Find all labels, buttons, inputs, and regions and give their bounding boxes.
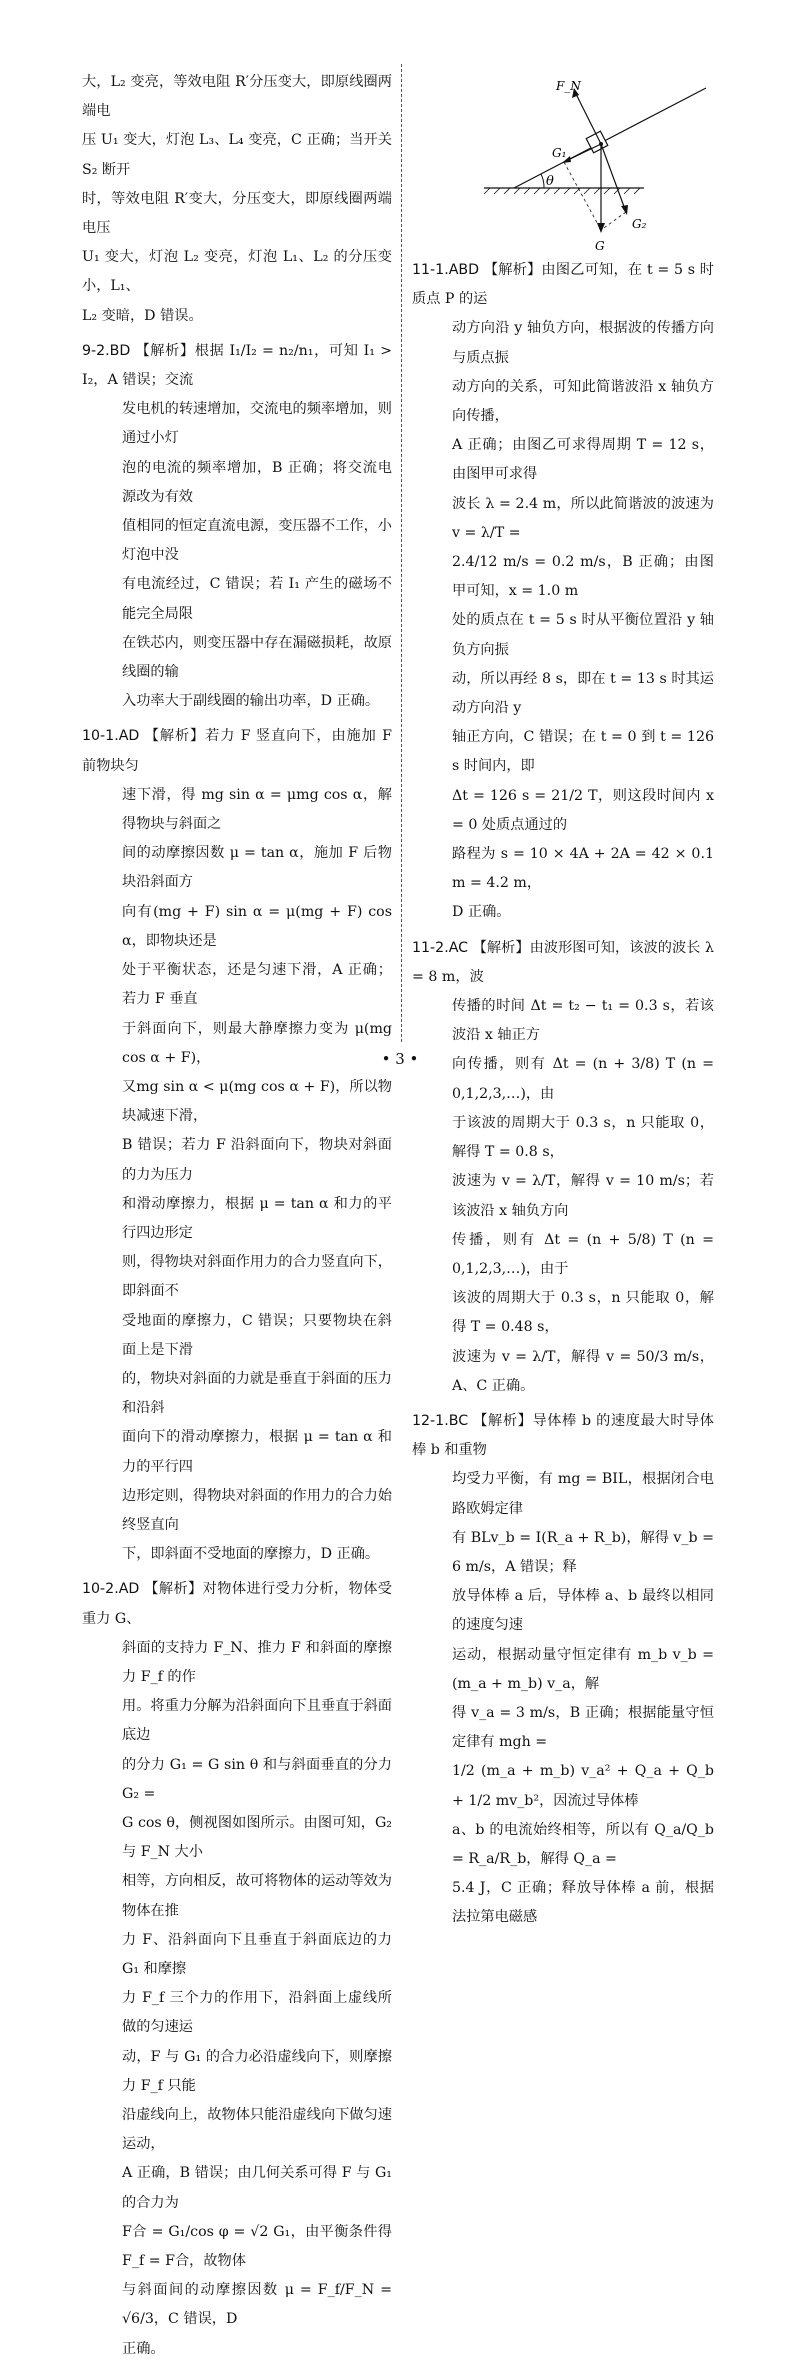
text-line: 值相同的恒定直流电源，变压器不工作，小灯泡中没 bbox=[122, 518, 392, 564]
text-line: 于斜面向下，则最大静摩擦力变为 μ(mg cos α + F)， bbox=[122, 1020, 392, 1066]
text-line: 【解析】由图乙可知，在 t = 5 s 时质点 P 的运 bbox=[412, 262, 714, 308]
theta-label: θ bbox=[546, 174, 554, 189]
text-line: 泡的电流的频率增加，B 正确；将交流电源改为有效 bbox=[122, 459, 392, 505]
text-line: A 正确；由图乙可求得周期 T = 12 s，由图甲可求得 bbox=[452, 437, 714, 483]
text-line: 时，等效电阻 R′变大，分压变大，即原线圈两端电压 bbox=[82, 190, 392, 237]
text-line: 相等，方向相反，故可将物体的运动等效为物体在推 bbox=[122, 1873, 392, 1919]
text-line: 边形定则，得物块对斜面的作用力的合力始终竖直向 bbox=[122, 1487, 392, 1533]
text-line: B 错误；若力 F 沿斜面向下，物块对斜面的力为压力 bbox=[122, 1137, 392, 1183]
text-line: Δt = 126 s = 21/2 T，则这段时间内 x = 0 处质点通过的 bbox=[452, 787, 714, 833]
text-line: 【解析】由波形图可知，该波的波长 λ = 8 m，波 bbox=[412, 939, 714, 985]
text-line: 传播，则有 Δt = (n + 5/8) T (n = 0,1,2,3,…)，由于 bbox=[452, 1231, 714, 1277]
answer-9-2 bbox=[82, 337, 392, 717]
angle-arc bbox=[541, 174, 544, 188]
text-line: 又mg sin α < μ(mg cos α + F)，所以物块减速下滑， bbox=[122, 1078, 392, 1125]
text-line: 受地面的摩擦力，C 错误；只要物块在斜面上是下滑 bbox=[122, 1312, 392, 1358]
text-line: 下，即斜面不受地面的摩擦力，D 正确。 bbox=[122, 1546, 380, 1563]
answer-12-1 bbox=[412, 1407, 714, 1933]
text-line: 【解析】导体棒 b 的速度最大时导体棒 b 和重物 bbox=[412, 1412, 714, 1459]
text-line: 则，得物块对斜面作用力的合力竖直向下，即斜面不 bbox=[122, 1254, 392, 1300]
text-line: 1/2 (m_a + m_b) v_a² + Q_a + Q_b + 1/2 mv_b²，因流过导体棒 bbox=[452, 1763, 714, 1809]
text-line: 放导体棒 a 后，导体棒 a、b 最终以相同的速度匀速 bbox=[452, 1588, 714, 1634]
column-divider bbox=[401, 64, 402, 1042]
text-line: a、b 的电流始终相等，所以有 Q_a/Q_b = R_a/R_b，解得 Q_a = bbox=[452, 1821, 714, 1867]
text-line: F合 = G₁/cos φ = √2 G₁，由平衡条件得 F_f = F合，故物体 bbox=[122, 2223, 392, 2270]
text-line: 于该波的周期大于 0.3 s，n 只能取 0，解得 T = 0.8 s， bbox=[452, 1114, 714, 1161]
text-line: 力 F、沿斜面向下且垂直于斜面底边的力 G₁ 和摩擦 bbox=[122, 1931, 392, 1977]
text-line: 入功率大于副线圈的输出功率，D 正确。 bbox=[122, 693, 380, 710]
text-line: 均受力平衡，有 mg = BIL，根据闭合电路欧姆定律 bbox=[452, 1471, 714, 1517]
text-line: 大，L₂ 变亮，等效电阻 R′分压变大，即原线圈两端电 bbox=[82, 74, 392, 120]
answer-number: 10-2.AD bbox=[82, 1581, 140, 1598]
g2-label: G₂ bbox=[632, 217, 647, 231]
text-line: 波速为 v = λ/T，解得 v = 50/3 m/s，A、C 正确。 bbox=[452, 1348, 714, 1394]
text-line: 间的动摩擦因数 μ = tan α，施加 F 后物块沿斜面方 bbox=[122, 845, 392, 891]
text-line: 的分力 G₁ = G sin θ 和与斜面垂直的分力 G₂ = bbox=[122, 1756, 392, 1802]
text-line: 传播的时间 Δt = t₂ − t₁ = 0.3 s，若该波沿 x 轴正方 bbox=[452, 998, 714, 1044]
text-line: 沿虚线向上，故物体只能沿虚线向下做匀速运动， bbox=[122, 2107, 392, 2153]
answer-number: 11-2.AC bbox=[412, 939, 469, 956]
text-line: 波速为 v = λ/T，解得 v = 10 m/s；若该波沿 x 轴负方向 bbox=[452, 1173, 714, 1219]
text-line: 运动，根据动量守恒定律有 m_b v_b = (m_a + m_b) v_a，解 bbox=[452, 1646, 714, 1692]
incline-line bbox=[514, 88, 706, 188]
text-line: 在铁芯内，则变压器中存在漏磁损耗，故原线圈的输 bbox=[122, 634, 392, 681]
g-label: G bbox=[595, 239, 605, 253]
force-diagram bbox=[484, 70, 714, 260]
text-line: U₁ 变大，灯泡 L₂ 变亮，灯泡 L₁、L₂ 的分压变小，L₁、 bbox=[82, 249, 392, 295]
g-arrowhead bbox=[597, 223, 605, 233]
text-line: 和滑动摩擦力，根据 μ = tan α 和力的平行四边形定 bbox=[122, 1195, 392, 1241]
text-line: 得 v_a = 3 m/s，B 正确；根据能量守恒定律有 mgh = bbox=[452, 1704, 714, 1751]
text-line: 【解析】根据 I₁/I₂ = n₂/n₁，可知 I₁ > I₂，A 错误；交流 bbox=[82, 342, 392, 389]
text-line: 发电机的转速增加，交流电的频率增加，则通过小灯 bbox=[122, 401, 392, 447]
left-column bbox=[82, 68, 392, 2364]
ground-hatch bbox=[484, 188, 640, 194]
intro-paragraph bbox=[82, 68, 392, 331]
text-line: 2.4/12 m/s = 0.2 m/s，B 正确；由图甲可知，x = 1.0 m bbox=[452, 554, 714, 600]
dashed-line bbox=[564, 162, 601, 230]
text-line: 压 U₁ 变大，灯泡 L₃、L₄ 变亮，C 正确；当开关 S₂ 断开 bbox=[82, 132, 392, 178]
text-line: 动，所以再经 8 s，即在 t = 13 s 时其运动方向沿 y bbox=[452, 670, 714, 717]
fn-label: F_N bbox=[556, 79, 581, 93]
text-line: 与斜面间的动摩擦因数 μ = F_f/F_N = √6/3，C 错误，D bbox=[122, 2282, 392, 2328]
answer-11-1 bbox=[412, 256, 714, 928]
answer-11-2 bbox=[412, 934, 714, 1401]
g2-arrow bbox=[601, 144, 626, 212]
answer-number: 10-1.AD bbox=[82, 728, 140, 745]
text-line: 有 BLv_b = I(R_a + R_b)，解得 v_b = 6 m/s，A 错误；释 bbox=[452, 1529, 714, 1575]
text-line: 路程为 s = 10 × 4A + 2A = 42 × 0.1 m = 4.2 m， bbox=[452, 846, 714, 892]
text-line: 的，物块对斜面的力就是垂直于斜面的压力和沿斜 bbox=[122, 1370, 392, 1417]
text-line: 5.4 J，C 正确；释放导体棒 a 前，根据法拉第电磁感 bbox=[452, 1880, 714, 1926]
right-column bbox=[412, 256, 714, 1933]
text-line: 轴正方向，C 错误；在 t = 0 到 t = 126 s 时间内，即 bbox=[452, 729, 714, 775]
text-line: 动，F 与 G₁ 的合力必沿虚线向下，则摩擦力 F_f 只能 bbox=[122, 2048, 392, 2094]
text-line: 处于平衡状态，还是匀速下滑，A 正确；若力 F 垂直 bbox=[122, 962, 392, 1008]
text-line: 正确。 bbox=[122, 2340, 165, 2357]
text-line: 处的质点在 t = 5 s 时从平衡位置沿 y 轴负方向振 bbox=[452, 612, 714, 658]
text-line: A 正确，B 错误；由几何关系可得 F 与 G₁ 的合力为 bbox=[122, 2165, 392, 2211]
page-number: • 3 • bbox=[381, 1050, 419, 1068]
text-line: D 正确。 bbox=[452, 904, 511, 921]
text-line: 速下滑，得 mg sin α = μmg cos α，解得物块与斜面之 bbox=[122, 786, 392, 833]
text-line: L₂ 变暗，D 错误。 bbox=[82, 307, 203, 324]
answer-10-2 bbox=[82, 1575, 392, 2363]
text-line: 向传播，则有 Δt = (n + 3/8) T (n = 0,1,2,3,…)，由 bbox=[452, 1056, 714, 1102]
text-line: 动方向的关系，可知此简谐波沿 x 轴负方向传播， bbox=[452, 378, 714, 425]
text-line: 【解析】对物体进行受力分析，物体受重力 G、 bbox=[82, 1581, 392, 1627]
answer-number: 12-1.BC bbox=[412, 1412, 469, 1429]
text-line: G cos θ，侧视图如图所示。由图可知，G₂ 与 F_N 大小 bbox=[122, 1814, 392, 1861]
text-line: 面向下的滑动摩擦力，根据 μ = tan α 和力的平行四 bbox=[122, 1429, 392, 1475]
text-line: 斜面的支持力 F_N、推力 F 和斜面的摩擦力 F_f 的作 bbox=[122, 1639, 392, 1685]
answer-10-1 bbox=[82, 722, 392, 1569]
answer-number: 11-1.ABD bbox=[412, 262, 480, 278]
fn-arrow bbox=[574, 90, 601, 144]
text-line: 向有(mg + F) sin α = μ(mg + F) cos α，即物块还是 bbox=[122, 903, 392, 949]
text-line: 【解析】若力 F 竖直向下，由施加 F 前物块匀 bbox=[82, 728, 393, 774]
answer-number: 9-2.BD bbox=[82, 342, 131, 359]
text-line: 动方向沿 y 轴负方向，根据波的传播方向与质点振 bbox=[452, 320, 714, 366]
text-line: 波长 λ = 2.4 m，所以此简谐波的波速为 v = λ/T = bbox=[452, 495, 714, 541]
text-line: 用。将重力分解为沿斜面向下且垂直于斜面底边 bbox=[122, 1698, 392, 1744]
text-line: 有电流经过，C 错误；若 I₁ 产生的磁场不能完全局限 bbox=[122, 576, 392, 622]
text-line: 该波的周期大于 0.3 s，n 只能取 0，解得 T = 0.48 s， bbox=[452, 1290, 714, 1336]
g1-label: G₁ bbox=[552, 146, 567, 160]
text-line: 力 F_f 三个力的作用下，沿斜面上虚线所做的匀速运 bbox=[122, 1990, 392, 2036]
dashed-line bbox=[601, 212, 626, 230]
